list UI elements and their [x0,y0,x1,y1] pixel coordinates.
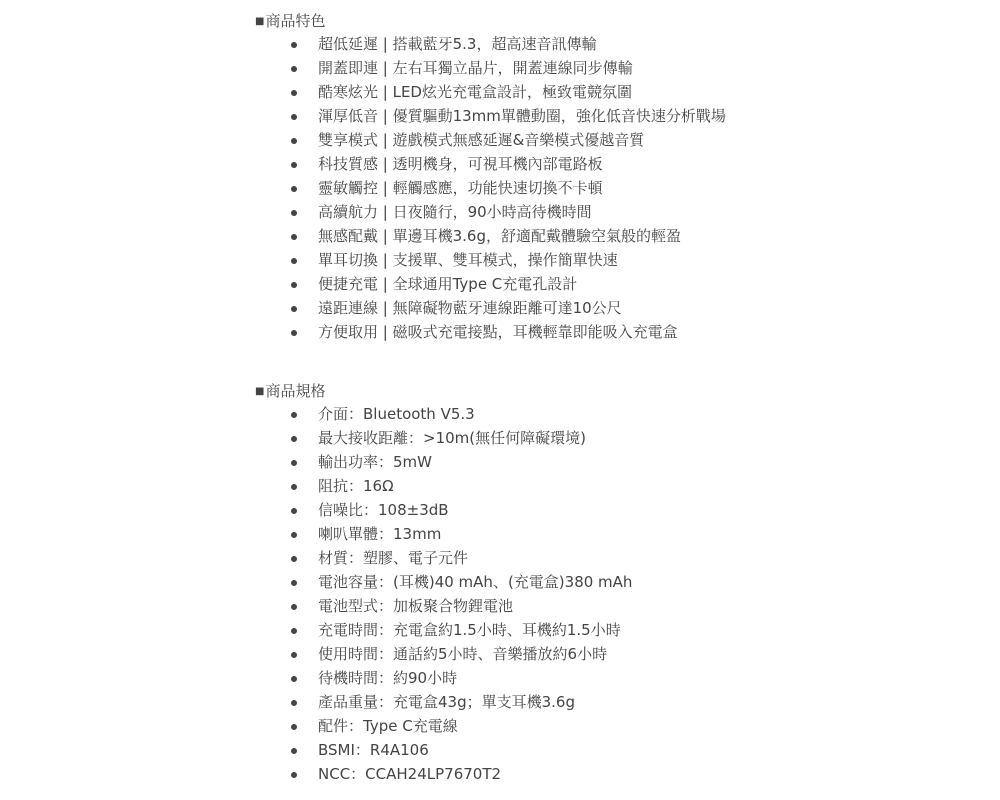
bullet-icon [291,772,297,778]
feature-text: 科技質感 | 透明機身，可視耳機內部電路板 [318,155,603,173]
feature-text: 便捷充電 | 全球通用Type C充電孔設計 [318,275,578,293]
bullet-icon [291,652,297,658]
feature-text: 開蓋即連 | 左右耳獨立晶片，開蓋連線同步傳輸 [318,59,633,77]
features-list [255,32,955,344]
spec-text: BSMI：R4A106 [318,741,429,759]
bullet-icon [291,748,297,754]
spec-text: 電池型式：加板聚合物鋰電池 [318,597,514,615]
list-item [255,570,955,594]
list-item [255,546,955,570]
square-marker-icon: ■ [255,386,265,397]
spec-text: 充電時間：充電盒約1.5小時、耳機約1.5小時 [318,621,621,639]
bullet-icon [291,258,297,264]
list-item [255,32,955,56]
features-section [255,10,955,344]
bullet-icon [291,90,297,96]
bullet-icon [291,724,297,730]
list-item [255,80,955,104]
specs-section [255,380,955,786]
bullet-icon [291,700,297,706]
spec-text: 輸出功率：5mW [318,453,432,471]
list-item [255,498,955,522]
features-title: 商品特色 [265,12,326,30]
bullet-icon [291,138,297,144]
bullet-icon [291,532,297,538]
list-item [255,594,955,618]
spec-text: 電池容量：(耳機)40 mAh、(充電盒)380 mAh [318,573,633,591]
list-item [255,474,955,498]
feature-text: 方便取用 | 磁吸式充電接點，耳機輕靠即能吸入充電盒 [318,323,678,341]
spec-text: 介面：Bluetooth V5.3 [318,405,475,423]
bullet-icon [291,412,297,418]
specs-heading [255,380,955,402]
bullet-icon [291,42,297,48]
bullet-icon [291,234,297,240]
feature-text: 超低延遲 | 搭載藍牙5.3，超高速音訊傳輸 [318,35,597,53]
feature-text: 單耳切換 | 支援單、雙耳模式，操作簡單快速 [318,251,618,269]
list-item [255,402,955,426]
bullet-icon [291,114,297,120]
bullet-icon [291,508,297,514]
bullet-icon [291,306,297,312]
list-item [255,426,955,450]
list-item [255,56,955,80]
square-marker-icon: ■ [255,16,265,27]
feature-text: 靈敏觸控 | 輕觸感應，功能快速切換不卡頓 [318,179,603,197]
list-item [255,200,955,224]
list-item [255,176,955,200]
list-item [255,738,955,762]
list-item [255,714,955,738]
bullet-icon [291,484,297,490]
features-heading [255,10,955,32]
bullet-icon [291,628,297,634]
bullet-icon [291,330,297,336]
spec-text: 待機時間：約90小時 [318,669,458,687]
bullet-icon [291,460,297,466]
spec-text: 喇叭單體：13mm [318,525,442,543]
feature-text: 無感配戴 | 單邊耳機3.6g，舒適配戴體驗空氣般的輕盈 [318,227,681,245]
feature-text: 高續航力 | 日夜隨行，90小時高待機時間 [318,203,592,221]
feature-text: 渾厚低音 | 優質驅動13mm單體動圈，強化低音快速分析戰場 [318,107,726,125]
list-item [255,224,955,248]
list-item [255,762,955,786]
bullet-icon [291,210,297,216]
bullet-icon [291,604,297,610]
list-item [255,522,955,546]
list-item [255,666,955,690]
spec-text: NCC：CCAH24LP7670T2 [318,765,502,783]
list-item [255,104,955,128]
spec-text: 阻抗：16Ω [318,477,394,495]
spec-text: 配件：Type C充電線 [318,717,458,735]
bullet-icon [291,436,297,442]
list-item [255,690,955,714]
spec-text: 信噪比：108±3dB [318,501,449,519]
spec-text: 使用時間：通話約5小時、音樂播放約6小時 [318,645,608,663]
bullet-icon [291,282,297,288]
list-item [255,642,955,666]
spec-text: 材質：塑膠、電子元件 [318,549,469,567]
list-item [255,128,955,152]
feature-text: 雙享模式 | 遊戲模式無感延遲&音樂模式優越音質 [318,131,645,149]
specs-list [255,402,955,786]
specs-title: 商品規格 [265,382,326,400]
bullet-icon [291,580,297,586]
list-item [255,248,955,272]
list-item [255,152,955,176]
list-item [255,450,955,474]
bullet-icon [291,556,297,562]
list-item [255,272,955,296]
bullet-icon [291,186,297,192]
feature-text: 遠距連線 | 無障礙物藍牙連線距離可達10公尺 [318,299,622,317]
list-item [255,296,955,320]
spec-text: 最大接收距離：>10m(無任何障礙環境) [318,429,586,447]
bullet-icon [291,676,297,682]
bullet-icon [291,162,297,168]
spec-text: 產品重量：充電盒43g；單支耳機3.6g [318,693,575,711]
list-item [255,320,955,344]
list-item [255,618,955,642]
bullet-icon [291,66,297,72]
feature-text: 酷寒炫光 | LED炫光充電盒設計，極致電競氛圍 [318,83,632,101]
